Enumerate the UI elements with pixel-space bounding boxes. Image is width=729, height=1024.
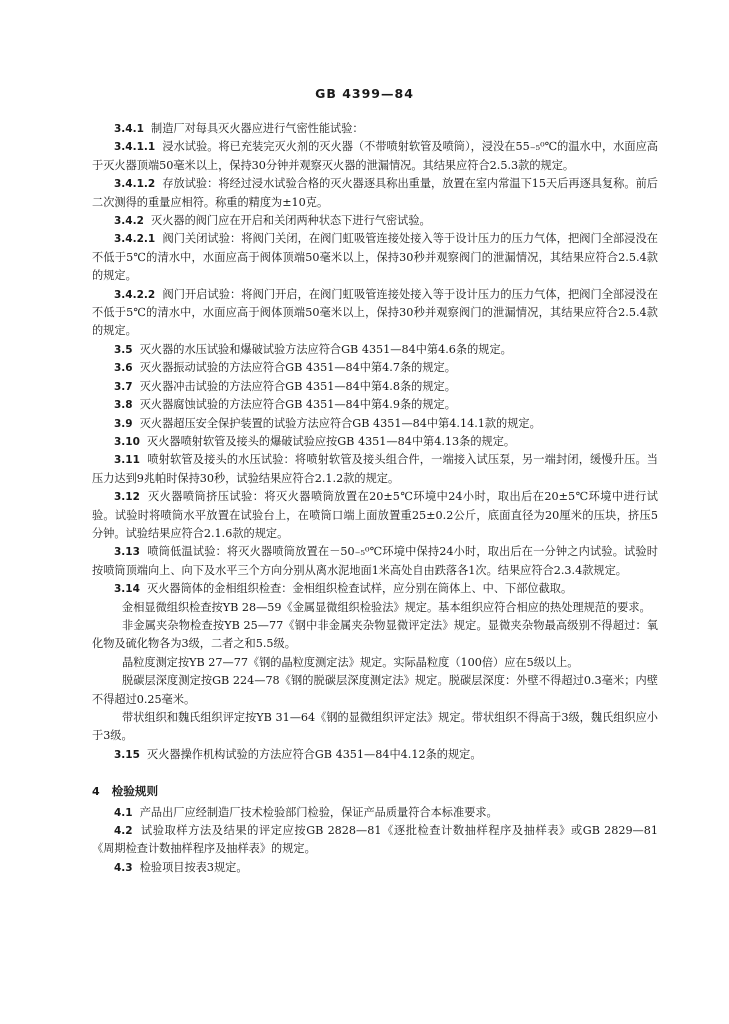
paragraph — [92, 433, 658, 451]
clause-number: 3.10 — [114, 435, 140, 448]
document-body — [92, 120, 658, 877]
clause-text: 存放试验：将经过浸水试验合格的灭火器逐具称出重量，放置在室内常温下15天后再逐具复称。前后二次测得的重量应相符。称重的精度为±10克。 — [92, 177, 658, 209]
paragraph — [92, 120, 658, 138]
section-4-heading — [92, 782, 658, 801]
paragraph — [92, 341, 658, 359]
clause-text: 灭火器喷筒挤压试验：将灭火器喷筒放置在20±5℃环境中24小时，取出后在20±5℃环境中进行试验。试验时将喷筒水平放置在试验台上，在喷筒口端上面放置重25±0.2公斤，底面直径为20厘米的压块，挤压5分钟。试验结果应符合2.1.6款的规定。 — [92, 490, 658, 540]
paragraph — [92, 212, 658, 230]
clause-number: 3.13 — [114, 546, 140, 559]
section-4-number: 4 — [92, 785, 100, 799]
paragraph — [92, 617, 658, 654]
clause-number: 3.7 — [114, 380, 133, 393]
clause-text: 灭火器振动试验的方法应符合GB 4351—84中第4.7条的规定。 — [139, 361, 456, 375]
paragraph — [92, 359, 658, 377]
paragraph — [92, 746, 658, 764]
paragraph — [92, 654, 658, 672]
paragraph — [92, 599, 658, 617]
clause-text: 灭火器操作机构试验的方法应符合GB 4351—84中4.12条的规定。 — [147, 747, 482, 761]
clause-number: 3.4.1.2 — [114, 178, 156, 191]
clause-number: 3.8 — [114, 399, 133, 412]
clause-text: 检验项目按表3规定。 — [139, 860, 248, 874]
clause-number: 3.4.2.2 — [114, 288, 156, 301]
clause-text: 阀门开启试验：将阀门开启，在阀门虹吸管连接处接入等于设计压力的压力气体，把阀门全部浸没在不低于5℃的清水中，水面应高于阀体顶端50毫米以上，保持30秒并观察阀门的泄漏情况，其结果应符合2.5.4款的规定。 — [92, 287, 658, 338]
clause-text: 阀门关闭试验：将阀门关闭，在阀门虹吸管连接处接入等于设计压力的压力气体，把阀门全部浸没在不低于5℃的清水中，水面应高于阀体顶端50毫米以上，保持30秒并观察阀门的泄漏情况，其结果应符合2.5.4款的规定。 — [92, 232, 658, 283]
paragraph — [92, 672, 658, 709]
clause-number: 3.14 — [114, 583, 140, 596]
paragraph — [92, 543, 658, 580]
clause-text: 浸水试验。将已充装完灭火剂的灭火器（不带喷射软管及喷筒），浸没在55₋₅⁰℃的温水中，水面应高于灭火器顶端50毫米以上，保持30分钟并观察灭火器的泄漏情况。其结果应符合2.5.3款的规定。 — [92, 140, 658, 172]
clause-text: 灭火器喷射软管及接头的爆破试验应按GB 4351—84中第4.13条的规定。 — [147, 434, 516, 448]
clause-number: 3.15 — [114, 748, 140, 761]
clause-text: 制造厂对每具灭火器应进行气密性能试验： — [151, 122, 364, 135]
clause-number: 3.4.1 — [114, 123, 144, 135]
clause-text: 灭火器冲击试验的方法应符合GB 4351—84中第4.8条的规定。 — [139, 379, 456, 393]
clause-text: 喷筒低温试验：将灭火器喷筒放置在－50₋₅⁰℃环境中保持24小时，取出后在一分钟之内试验。试验时按喷筒顶端向上、向下及水平三个方向分别从离水泥地面1米高处自由跌落各1次。结果应符合2.3.4款规定。 — [92, 545, 658, 577]
clause-text: 试验取样方法及结果的评定应按GB 2828—81《逐批检查计数抽样程序及抽样表》或GB 2829—81《周期检查计数抽样程序及抽样表》的规定。 — [92, 824, 658, 856]
paragraph — [92, 488, 658, 543]
clause-number: 3.12 — [114, 491, 140, 504]
clause-text: 喷射软管及接头的水压试验：将喷射软管及接头组合件，一端接入试压泵，另一端封闭，缓慢升压。当压力达到9兆帕时保持30秒，试验结果应符合2.1.2款的规定。 — [92, 453, 658, 485]
paragraph — [92, 709, 658, 746]
paragraph — [92, 451, 658, 488]
section-3-paragraphs — [92, 120, 658, 764]
clause-text: 灭火器的水压试验和爆破试验方法应符合GB 4351—84中第4.6条的规定。 — [139, 342, 512, 356]
paragraph — [92, 822, 658, 859]
clause-text: 金相显微组织检查按YB 28—59《金属显微组织检验法》规定。基本组织应符合相应的热处理规范的要求。 — [122, 600, 651, 614]
paragraph — [92, 175, 658, 212]
clause-text: 产品出厂应经制造厂技术检验部门检验，保证产品质量符合本标准要求。 — [139, 805, 498, 819]
paragraph — [92, 286, 658, 341]
clause-number: 4.3 — [114, 861, 133, 874]
paragraph — [92, 804, 658, 822]
clause-number: 3.5 — [114, 343, 133, 356]
clause-text: 非金属夹杂物检查按YB 25—77《钢中非金属夹杂物显微评定法》规定。显微夹杂物最高级别不得超过：氧化物及硫化物各为3级，二者之和5.5级。 — [92, 618, 658, 651]
clause-number: 3.4.2 — [114, 215, 144, 228]
clause-number: 3.11 — [114, 454, 140, 467]
page-header: GB 4399—84 — [315, 86, 414, 101]
paragraph — [92, 580, 658, 598]
section-4-title: 检验规则 — [111, 784, 159, 799]
clause-number: 4.1 — [114, 806, 133, 819]
clause-number: 3.9 — [114, 417, 133, 430]
paragraph — [92, 415, 658, 433]
clause-text: 灭火器腐蚀试验的方法应符合GB 4351—84中第4.9条的规定。 — [139, 398, 456, 412]
clause-number: 3.6 — [114, 362, 133, 375]
clause-number: 3.4.1.1 — [114, 141, 156, 154]
section-4-paragraphs — [92, 804, 658, 878]
clause-text: 灭火器超压安全保护装置的试验方法应符合GB 4351—84中第4.14.1款的规定。 — [139, 416, 541, 430]
paragraph — [92, 230, 658, 285]
paragraph — [92, 396, 658, 414]
clause-text: 灭火器的阀门应在开启和关闭两种状态下进行气密试验。 — [151, 214, 431, 228]
clause-text: 晶粒度测定按YB 27—77《钢的晶粒度测定法》规定。实际晶粒度（100倍）应在5级以上。 — [122, 655, 579, 669]
clause-number: 4.2 — [114, 825, 133, 838]
paragraph — [92, 138, 658, 175]
clause-number: 3.4.2.1 — [114, 233, 156, 246]
clause-text: 灭火器筒体的金相组织检查：金相组织检查试样，应分别在筒体上、中、下部位截取。 — [147, 582, 573, 596]
clause-text: 脱碳层深度测定按GB 224—78《钢的脱碳层深度测定法》规定。脱碳层深度：外壁不得超过0.3毫米；内壁不得超过0.25毫米。 — [92, 674, 658, 706]
paragraph — [92, 859, 658, 877]
clause-text: 带状组织和魏氏组织评定按YB 31—64《钢的显微组织评定法》规定。带状组织不得高于3级，魏氏组织应小于3级。 — [92, 711, 658, 743]
paragraph — [92, 378, 658, 396]
